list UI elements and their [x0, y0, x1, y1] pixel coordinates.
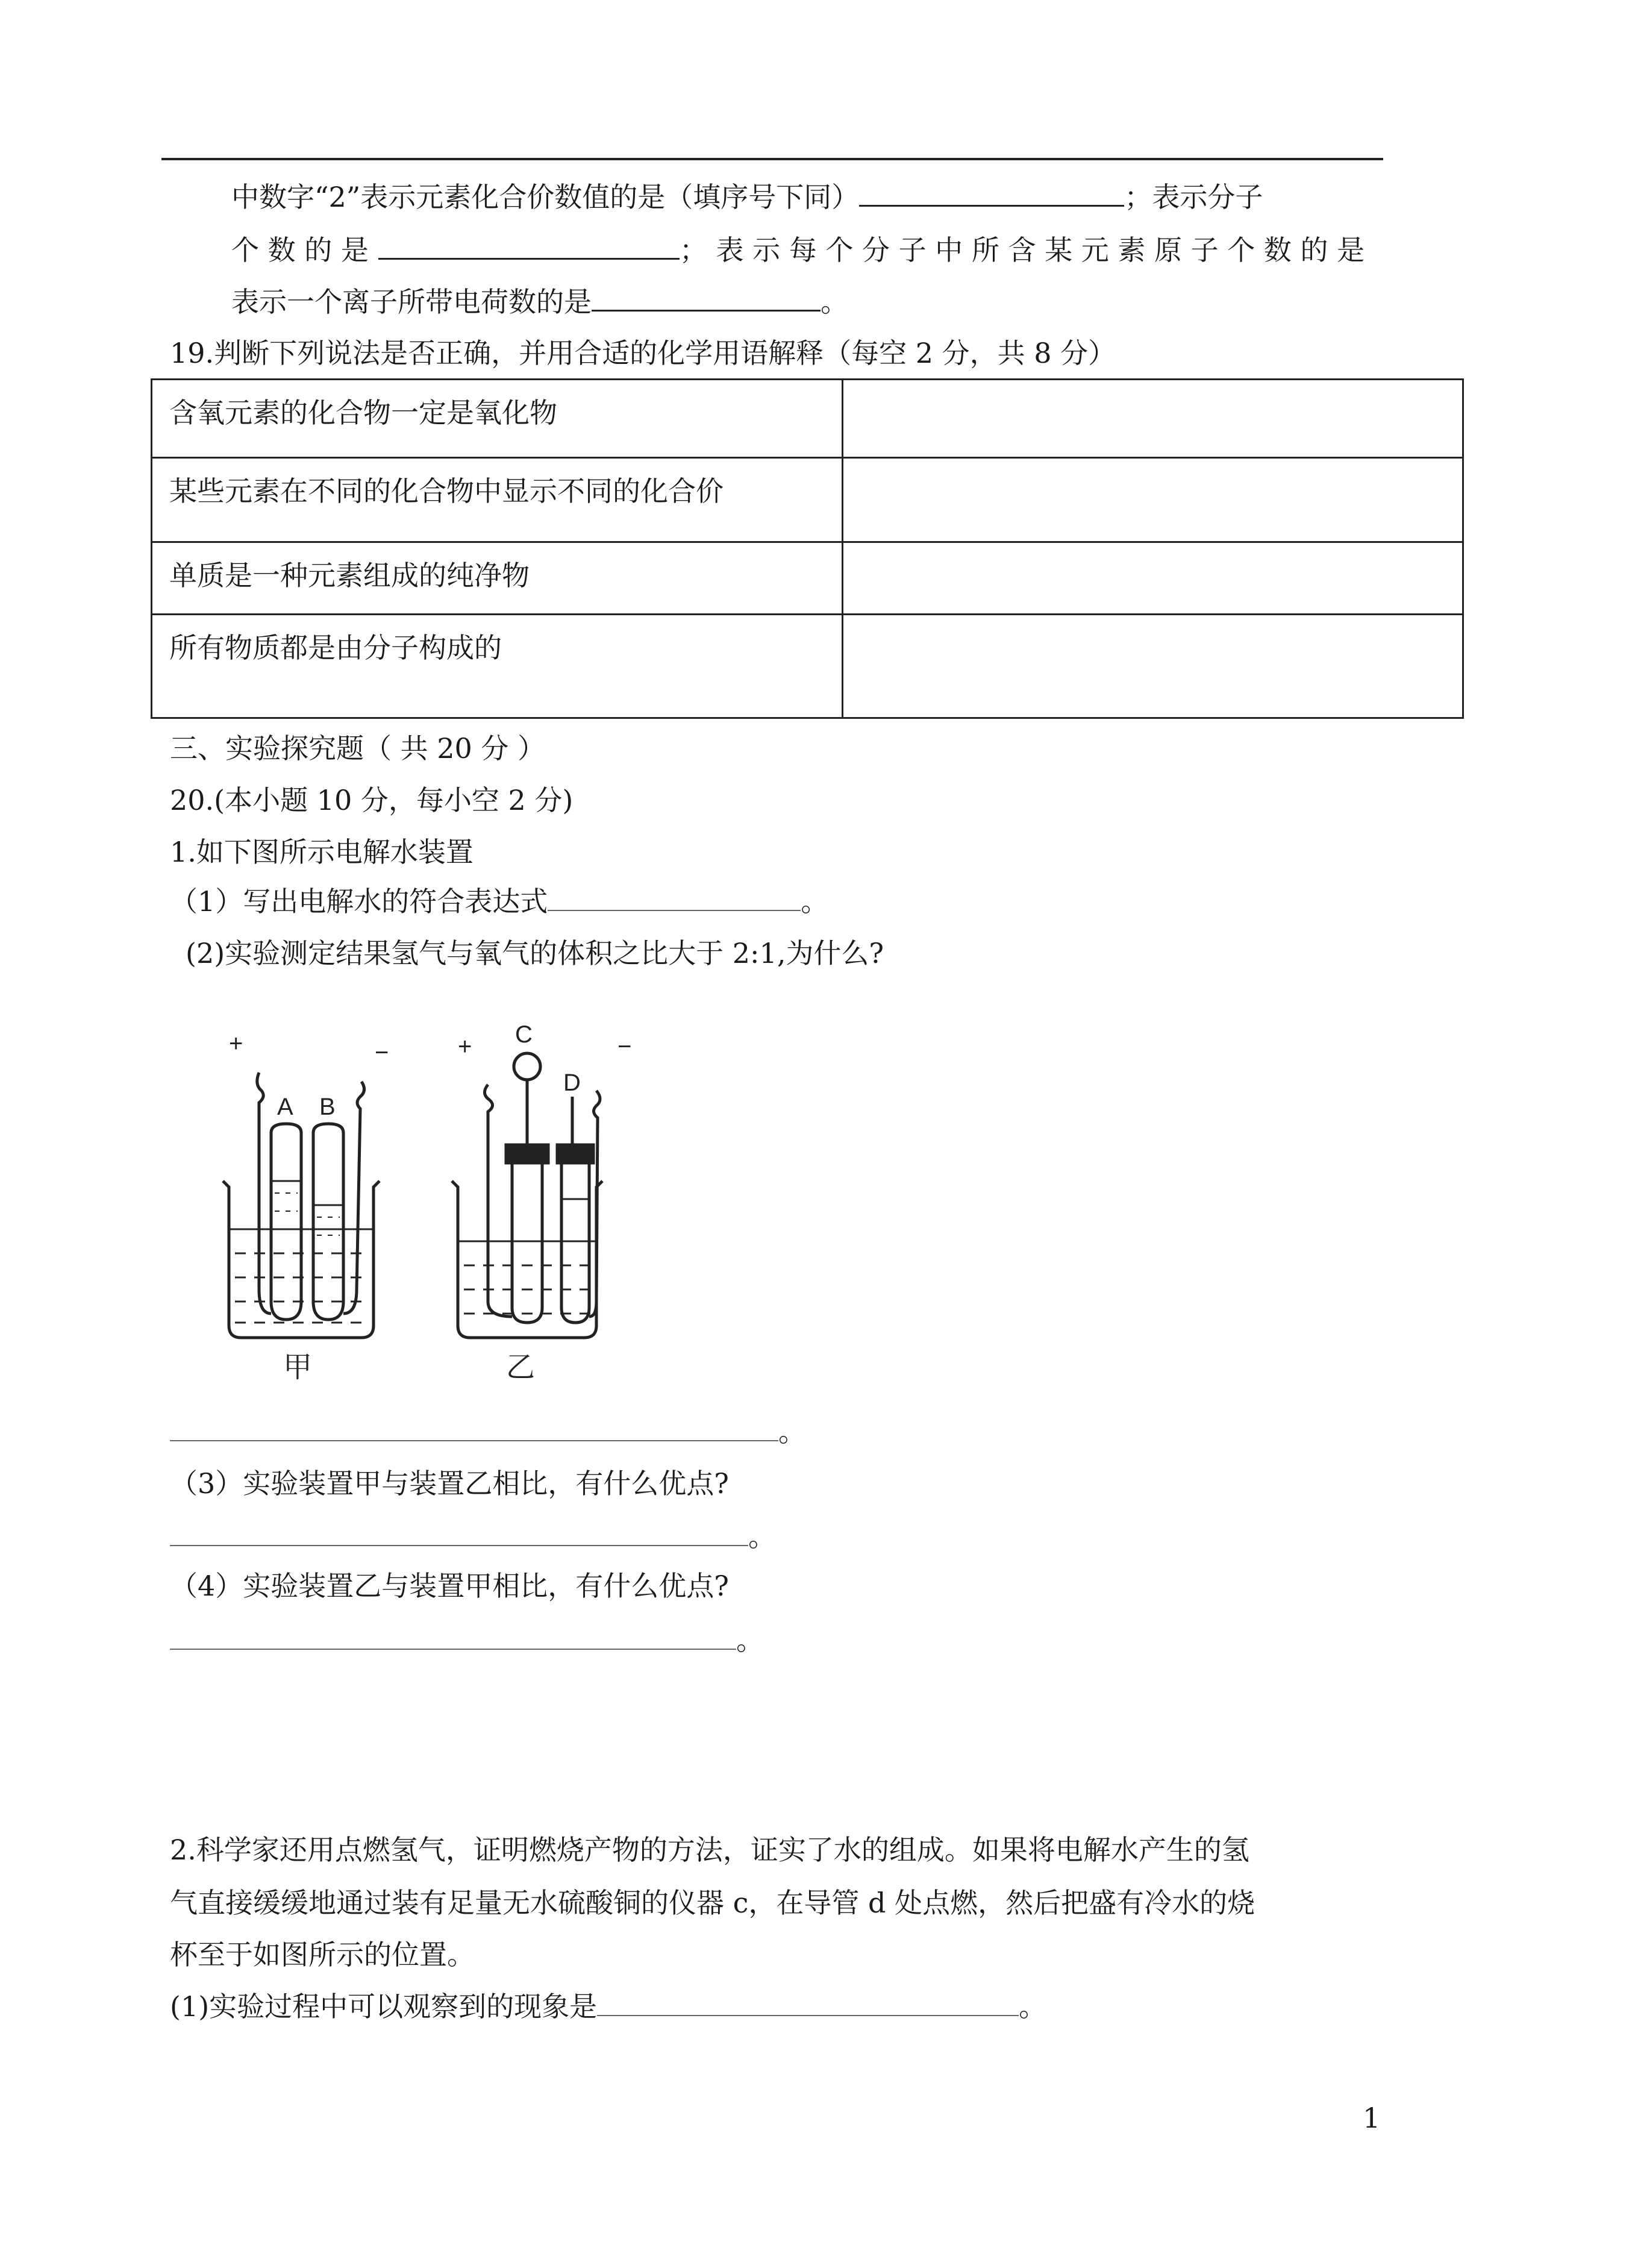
q20-part2-sub1: (1)实验过程中可以观察到的现象是 。	[170, 1988, 1046, 2025]
statement-cell: 含氧元素的化合物一定是氧化物	[152, 380, 843, 458]
q20-sub2-answer: 。	[170, 1414, 806, 1450]
tube-label-c: C	[515, 1021, 533, 1048]
table-row	[152, 542, 1463, 615]
cathode-minus-jia: −	[375, 1039, 389, 1066]
label-yi: 乙	[506, 1352, 536, 1383]
table-row	[152, 458, 1463, 542]
electrolysis-apparatus-figure	[199, 1000, 669, 1392]
table-row	[152, 380, 1463, 458]
q20-blank-ratio-reason[interactable]	[170, 1414, 778, 1441]
q20-sub3: （3）实验装置甲与装置乙相比，有什么优点?	[170, 1467, 729, 1500]
q20-blank-yi-advantage[interactable]	[170, 1622, 736, 1650]
q20-blank-equation[interactable]	[548, 883, 801, 911]
answer-cell[interactable]	[843, 542, 1463, 615]
answer-cell[interactable]	[843, 615, 1463, 718]
q18-line3: 表示一个离子所带电荷数的是 。	[231, 283, 848, 320]
anode-plus-jia: +	[229, 1030, 243, 1057]
q20-blank-jia-advantage[interactable]	[170, 1518, 748, 1546]
q20-sub1: （1）写出电解水的符合表达式 。	[170, 883, 828, 919]
header-rule	[161, 158, 1383, 160]
anode-plus-yi: +	[458, 1033, 472, 1060]
beaker-jia	[223, 1073, 380, 1338]
q18-line1: 中数字“2”表示元素化合价数值的是（填序号下同） ；表示分子	[231, 178, 1263, 215]
q20-part2-line2: 气直接缓缓地通过装有足量无水硫酸铜的仪器 c，在导管 d 处点燃，然后把盛有冷水的烧	[170, 1887, 1255, 1919]
q20-sub4-answer: 。	[170, 1622, 764, 1658]
tube-label-a: A	[277, 1094, 293, 1120]
tube-label-d: D	[563, 1070, 581, 1096]
table-row	[152, 615, 1463, 718]
q20-sub2: (2)实验测定结果氢气与氧气的体积之比大于 2:1,为什么?	[186, 937, 884, 970]
q20-sub4: （4）实验装置乙与装置甲相比，有什么优点?	[170, 1570, 729, 1602]
statement-cell: 某些元素在不同的化合物中显示不同的化合价	[152, 458, 843, 542]
q20-header: 20.(本小题 10 分，每小空 2 分)	[170, 784, 574, 816]
q20-sub3-answer: 。	[170, 1518, 776, 1555]
section3-title: 三、实验探究题（ 共 20 分 ）	[170, 732, 546, 765]
page-number: 1	[1363, 2102, 1381, 2134]
statement-cell: 所有物质都是由分子构成的	[152, 615, 843, 718]
q20-part2-line1: 2.科学家还用点燃氢气，证明燃烧产物的方法，证实了水的组成。如果将电解水产生的氢	[170, 1834, 1249, 1866]
label-jia: 甲	[283, 1352, 313, 1383]
q20-part2-line3: 杯至于如图所示的位置。	[170, 1938, 475, 1971]
q18-blank-molecules[interactable]	[378, 231, 680, 260]
q20-part1-title: 1.如下图所示电解水装置	[170, 836, 474, 868]
answer-cell[interactable]	[843, 380, 1463, 458]
q18-blank-valence[interactable]	[859, 178, 1124, 207]
q18-line2: 个 数 的 是 ； 表 示 每 个 分 子 中 所 含 某 元 素 原 子 个 数 的 是	[231, 231, 1365, 268]
q19-judgement-table	[151, 378, 1464, 719]
q19-title: 19.判断下列说法是否正确，并用合适的化学用语解释（每空 2 分，共 8 分）	[170, 337, 1116, 369]
cathode-minus-yi: −	[617, 1033, 632, 1060]
q18-blank-ion-charge[interactable]	[592, 283, 821, 312]
tube-label-b: B	[319, 1094, 336, 1120]
statement-cell: 单质是一种元素组成的纯净物	[152, 542, 843, 615]
answer-cell[interactable]	[843, 458, 1463, 542]
q20-blank-phenomenon[interactable]	[597, 1988, 1019, 2016]
